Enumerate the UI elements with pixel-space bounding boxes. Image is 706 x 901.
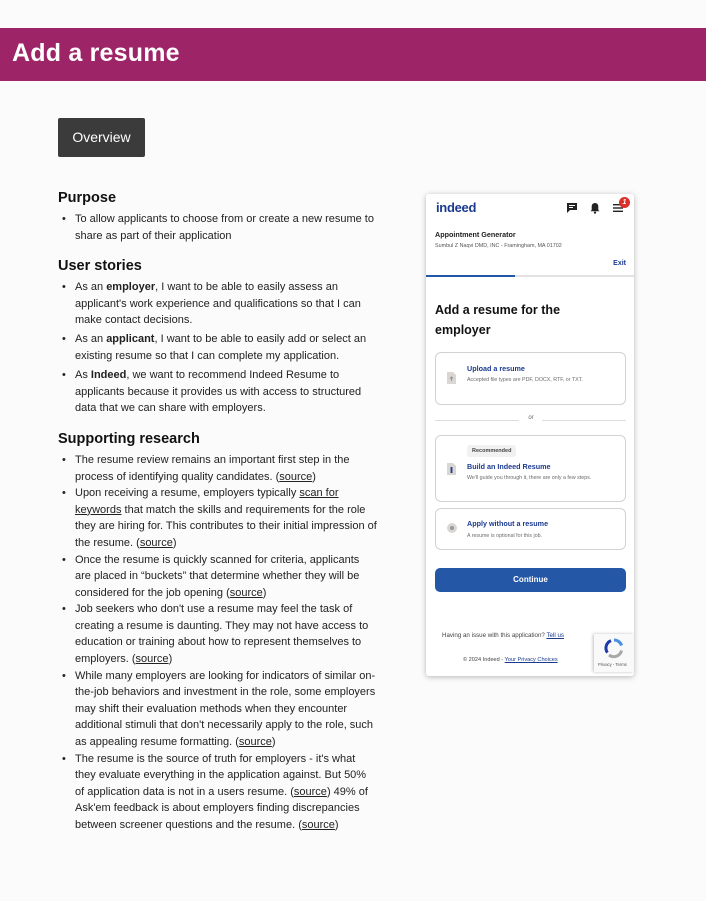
page-header bbox=[0, 28, 706, 81]
source-link[interactable]: source bbox=[238, 736, 272, 749]
tell-us-link[interactable]: Tell us bbox=[546, 632, 564, 639]
source-link[interactable]: source bbox=[293, 785, 327, 798]
messages-icon[interactable] bbox=[566, 201, 578, 213]
or-text: or bbox=[528, 415, 534, 421]
recommended-badge: Recommended bbox=[467, 445, 516, 457]
document-icon bbox=[447, 463, 456, 475]
progress-fill bbox=[426, 275, 515, 277]
apply-without-resume-title: Apply without a resume bbox=[467, 519, 549, 528]
page-title: Add a resume bbox=[12, 39, 180, 67]
privacy-choices-link[interactable]: Your Privacy Choices bbox=[504, 657, 558, 663]
menu-icon[interactable] bbox=[612, 199, 627, 213]
apply-without-resume-option[interactable] bbox=[435, 508, 626, 550]
progress-bar bbox=[426, 275, 634, 277]
exit-link[interactable]: Exit bbox=[613, 260, 626, 267]
no-resume-icon bbox=[447, 523, 457, 533]
job-subtitle: Sumbul Z Naqvi DMD, INC - Framingham, MA 01702 bbox=[435, 243, 562, 249]
recaptcha-icon bbox=[603, 637, 625, 659]
user-story-item: • As an applicant, I want to be able to easily add or select an existing resume so that I can complete my application. bbox=[58, 331, 378, 364]
research-heading: Supporting research bbox=[58, 430, 200, 447]
overview-button[interactable]: Overview bbox=[58, 118, 145, 157]
source-link[interactable]: source bbox=[229, 586, 263, 599]
research-item: • Upon receiving a resume, employers typically scan for keywords that match the skills and requirements for the role they are hiring for. This contributes to their initial impression of the resume. (source) bbox=[58, 485, 378, 551]
purpose-item: • To allow applicants to choose from or create a new resume to share as part of their application bbox=[58, 211, 378, 244]
job-title: Appointment Generator bbox=[435, 230, 516, 239]
research-item: • Job seekers who don't use a resume may feel the task of creating a resume is daunting. They may not have access to education or training about how to represent themselves to employers. (source) bbox=[58, 601, 378, 667]
upload-resume-option[interactable] bbox=[435, 352, 626, 405]
or-divider bbox=[435, 415, 626, 425]
user-story-item: • As an employer, I want to be able to easily assess an applicant's work experience and qualifications so that I can make contact decisions. bbox=[58, 279, 378, 329]
build-resume-desc: We'll guide you through it, there are only a few steps. bbox=[467, 475, 592, 481]
phone-mockup bbox=[426, 194, 634, 676]
continue-button[interactable]: Continue bbox=[435, 568, 626, 592]
recaptcha-text: Privacy - Terms bbox=[598, 662, 627, 667]
issue-text: Having an issue with this application? Tell us bbox=[442, 632, 564, 639]
research-item: • Once the resume is quickly scanned for criteria, applicants are placed in “buckets” that determine whether they will be considered for the job opening (source) bbox=[58, 552, 378, 602]
content-column bbox=[58, 190, 378, 834]
purpose-section bbox=[58, 190, 378, 244]
source-link[interactable]: source bbox=[135, 653, 169, 666]
research-item: • The resume review remains an important first step in the process of identifying quality candidates. (source) bbox=[58, 452, 378, 485]
build-resume-title: Build an Indeed Resume bbox=[467, 462, 551, 471]
source-link[interactable]: source bbox=[301, 819, 335, 831]
user-stories-heading: User stories bbox=[58, 258, 142, 275]
footer-copyright: © 2024 Indeed - Your Privacy Choices bbox=[463, 657, 558, 663]
notification-badge: 1 bbox=[619, 197, 630, 208]
user-stories-section bbox=[58, 258, 378, 417]
bell-icon[interactable] bbox=[589, 201, 601, 213]
recaptcha-badge[interactable] bbox=[594, 634, 634, 672]
scan-for-keywords-link[interactable]: scan for keywords bbox=[75, 487, 339, 516]
source-link[interactable]: source bbox=[139, 536, 173, 549]
indeed-logo[interactable]: indeed bbox=[436, 200, 477, 215]
build-resume-option[interactable] bbox=[435, 435, 626, 502]
top-icons bbox=[566, 199, 627, 213]
source-link[interactable]: source bbox=[279, 470, 313, 483]
apply-without-resume-desc: A resume is optional for this job. bbox=[467, 533, 543, 539]
file-upload-icon bbox=[447, 372, 456, 384]
purpose-heading: Purpose bbox=[58, 190, 117, 206]
upload-resume-desc: Accepted file types are PDF, DOCX, RTF, or TXT. bbox=[467, 377, 583, 383]
upload-resume-title: Upload a resume bbox=[467, 364, 525, 373]
user-story-item: • As Indeed, we want to recommend Indeed Resume to applicants because it provides us with access to structured data that we can share with employers. bbox=[58, 367, 378, 417]
research-section bbox=[58, 431, 378, 834]
research-item: • The resume is the source of truth for employers - it's what they evaluate everything in the application against. But 50% of application data is not in a users resume. (source) 49% of Ask'em feedback is about employers finding discrepancies between screener questions and the resume. (source) bbox=[58, 751, 378, 834]
form-heading: Add a resume for the employer bbox=[435, 303, 561, 337]
research-item: • While many employers are looking for indicators of similar on-the-job behaviors and investment in the role, some employers may shift their evaluation methods when they encounter additional stimuli that don't necessarily apply to the role, such as appealing resume formatting. (source) bbox=[58, 668, 378, 751]
